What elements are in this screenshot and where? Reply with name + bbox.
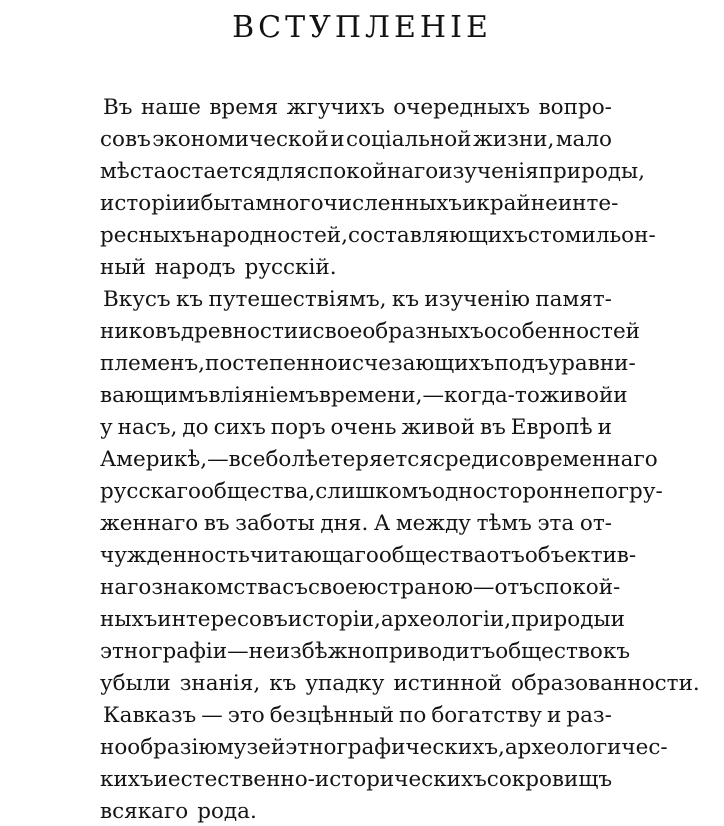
text-line: вающимъ вліяніемъ времени, — когда-то живой и [100, 383, 628, 408]
text-line: убыли знанія, къ упадку истинной образованности. [100, 671, 700, 696]
text-line: Америкѣ, — все болѣе теряется среди современнаго [100, 447, 658, 472]
text-line: Въ наше время жгучихъ очередныхъ вопро- [103, 95, 612, 120]
text-line: совъ экономической и соціальной жизни, мало [100, 127, 612, 152]
text-line: наго знакомства съ своею страною — отъ спокой- [100, 575, 621, 600]
text-line: ный народъ русскій. [100, 255, 337, 280]
text-line: мѣста остается для спокойнаго изученія природы, [100, 159, 645, 184]
text-line: ныхъ интересовъ исторіи, археологіи, природы и [100, 607, 625, 632]
text-line: племенъ, постепенно исчезающихъ подъ уравни- [100, 351, 636, 376]
text-line: женнаго въ заботы дня. А между тѣмъ эта от- [100, 511, 612, 536]
text-line: чужденность читающаго общества отъ объектив- [100, 543, 637, 568]
chapter-title: ВСТУПЛЕНІЕ [232, 10, 492, 45]
text-line: у насъ, до сихъ поръ очень живой въ Европѣ и [100, 415, 612, 440]
text-line: всякаго рода. [100, 799, 257, 824]
text-line: никовъ древности и своеобразныхъ особенностей [100, 319, 641, 344]
text-line: Вкусъ къ путешествіямъ, къ изученію памят- [103, 287, 612, 312]
text-line: исторіи и быта многочисленныхъ и крайне инте- [100, 191, 619, 216]
text-line: Кавказъ — это безцѣнный по богатству и раз- [103, 703, 612, 728]
text-line: этнографіи — неизбѣжно приводитъ общество къ [100, 639, 631, 664]
text-line: ресныхъ народностей, составляющихъ стомильон- [100, 223, 656, 248]
text-line: кихъ и естественно-историческихъ сокровищъ [100, 767, 613, 792]
text-line: русскаго общества, слишкомъ односторонне погру- [100, 479, 663, 504]
text-line: нообразію музей этнографическихъ, археологичес- [100, 735, 668, 760]
